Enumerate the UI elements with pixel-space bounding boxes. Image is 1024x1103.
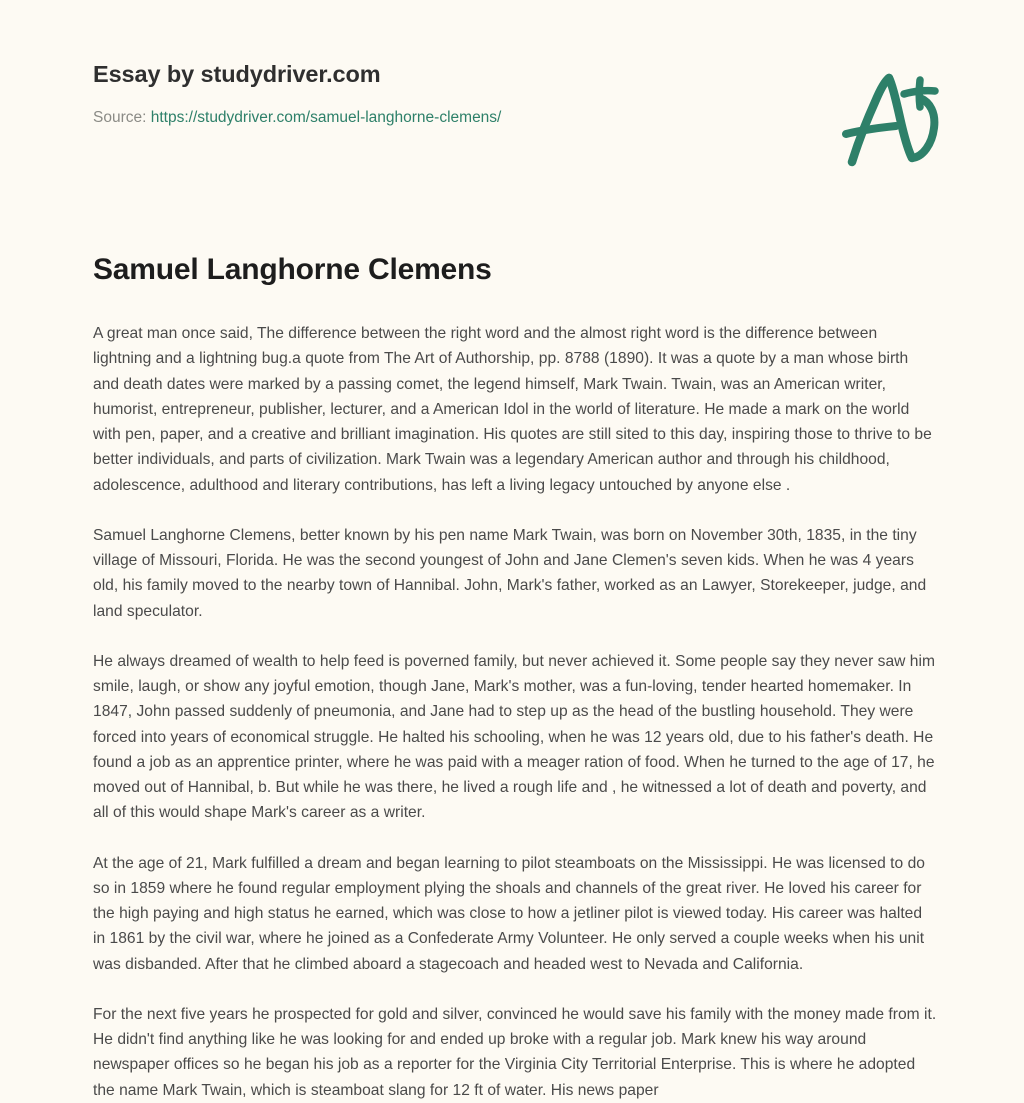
- article-paragraph: At the age of 21, Mark fulfilled a dream and began learning to pilot steamboats on the Mississippi. He was licensed to do so in 1859 where he found regular employment plying the shoals and channels of the great river. He loved his career for the high paying and high status he earned, which was close to how a jetliner pilot is viewed today. His career was halted in 1861 by the civil war, where he joined as a Confederate Army Volunteer. He only served a couple weeks when his unit was disbanded. After that he climbed aboard a stagecoach and headed west to Nevada and California.: [93, 854, 925, 973]
- article-paragraph: For the next five years he prospected for gold and silver, convinced he would save his family with the money made from it. He didn't find anything like he was looking for and ended up broke with a regular job. Mark knew his way around newspaper offices so he began his job as a reporter for the Virginia City Territorial Enterprise. This is where he adopted the name Mark Twain, which is steamboat slang for 12 ft of water. His news paper: [93, 1005, 937, 1099]
- page-title: Samuel Langhorne Clemens: [93, 253, 492, 286]
- essay-by-heading: Essay by studydriver.com: [93, 61, 381, 87]
- header-left-block: [93, 60, 501, 128]
- studydriver-a-plus-logo: [830, 62, 950, 172]
- source-line: [93, 108, 501, 128]
- document-header: [0, 0, 1024, 196]
- source-url-link[interactable]: https://studydriver.com/samuel-langhorne-clemens/: [150, 109, 502, 127]
- article-body: [93, 252, 938, 1103]
- article-paragraph: A great man once said, The difference between the right word and the almost right word is the difference between lightning and a lightning bug.a quote from The Art of Authorship, pp. 8788 (1890). It was a quote by a man whose birth and death dates were marked by a passing comet, the legend himself, Mark Twain. Twain, was an American writer, humorist, entrepreneur, publisher, lecturer, and a American Idol in the world of literature. He made a mark on the world with pen, paper, and a creative and brilliant imagination. His quotes are still sited to this day, inspiring those to thrive to be better individuals, and parts of civilization. Mark Twain was a legendary American author and through his childhood, adolescence, adulthood and literary contributions, has left a living legacy untouched by anyone else .: [93, 325, 932, 494]
- article-paragraph: He always dreamed of wealth to help feed is poverned family, but never achieved it. Some people say they never saw him smile, laugh, or show any joyful emotion, though Jane, Mark's mother, was a fun-loving, tender hearted homemaker. In 1847, John passed suddenly of pneumonia, and Jane had to step up as the head of the bustling household. They were forced into years of economical struggle. He halted his schooling, when he was 12 years old, due to his father's death. He found a job as an apprentice printer, where he was paid with a meager ration of food. When he turned to the age of 17, he moved out of Hannibal, b. But while he was there, he lived a rough life and , he witnessed a lot of death and poverty, and all of this would shape Mark's career as a writer.: [93, 652, 935, 822]
- a-plus-logo-icon: [830, 62, 950, 172]
- article-paragraph: Samuel Langhorne Clemens, better known by his pen name Mark Twain, was born on November 30th, 1835, in the tiny village of Missouri, Florida. He was the second youngest of John and Jane Clemen's seven kids. When he was 4 years old, his family moved to the nearby town of Hannibal. John, Mark's father, worked as an Lawyer, Storekeeper, judge, and land speculator.: [93, 526, 927, 620]
- source-label: Source:: [93, 109, 151, 127]
